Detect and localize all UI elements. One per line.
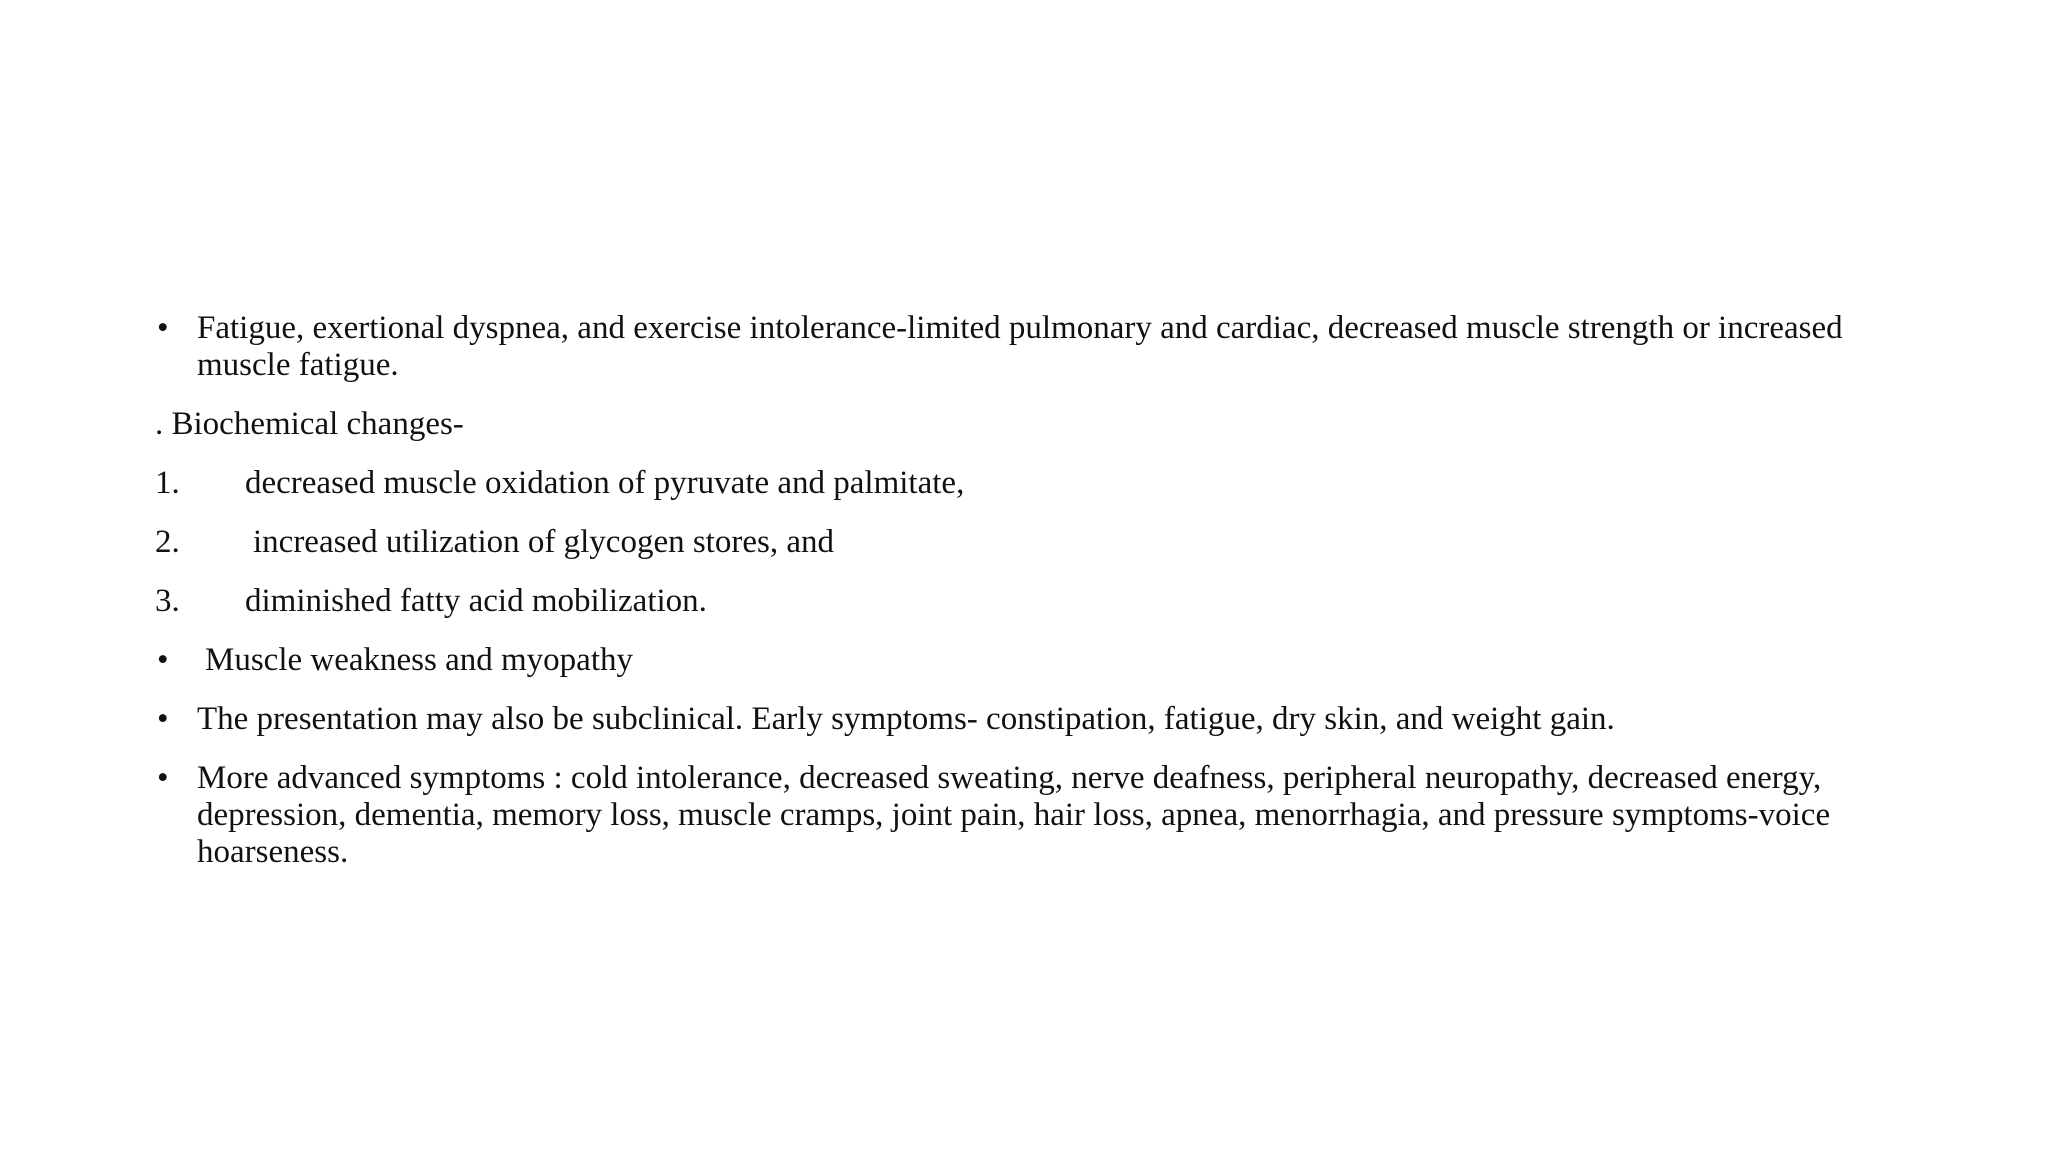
list-item-text: Fatigue, exertional dyspnea, and exercise intolerance-limited pulmonary and cardiac, decreased muscle strength or increased muscle fatigue. xyxy=(197,310,1843,383)
slide-body xyxy=(155,310,1925,893)
section-label-text: . Biochemical changes- xyxy=(155,406,464,442)
section-label-biochemical xyxy=(155,406,1925,443)
list-item-subclinical xyxy=(155,701,1925,738)
number-marker: 2. xyxy=(155,524,180,560)
list-item-text: The presentation may also be subclinical. Early symptoms- constipation, fatigue, dry skin, and weight gain. xyxy=(197,701,1615,737)
list-item-text: More advanced symptoms : cold intolerance, decreased sweating, nerve deafness, peripheral neuropathy, decreased energy, depression, dementia, memory loss, muscle cramps, joint pain, hair loss, apnea, menorrhagia, and pressure symptoms-voice hoarseness. xyxy=(197,760,1831,870)
numbered-item-2 xyxy=(155,524,1925,561)
numbered-item-1 xyxy=(155,465,1925,502)
bullet-icon: • xyxy=(157,642,169,678)
list-item-advanced-symptoms xyxy=(155,760,1925,871)
numbered-item-3 xyxy=(155,583,1925,620)
numbered-item-text: increased utilization of glycogen stores, and xyxy=(253,524,834,560)
bullet-icon: • xyxy=(157,701,169,737)
number-marker: 3. xyxy=(155,583,180,619)
numbered-item-text: decreased muscle oxidation of pyruvate and palmitate, xyxy=(245,465,965,501)
list-item-text: Muscle weakness and myopathy xyxy=(205,642,633,678)
bullet-icon: • xyxy=(157,760,169,796)
number-marker: 1. xyxy=(155,465,180,501)
numbered-item-text: diminished fatty acid mobilization. xyxy=(245,583,707,619)
bullet-icon: • xyxy=(157,310,169,346)
list-item-fatigue xyxy=(155,310,1925,384)
list-item-muscle-weakness xyxy=(155,642,1925,679)
